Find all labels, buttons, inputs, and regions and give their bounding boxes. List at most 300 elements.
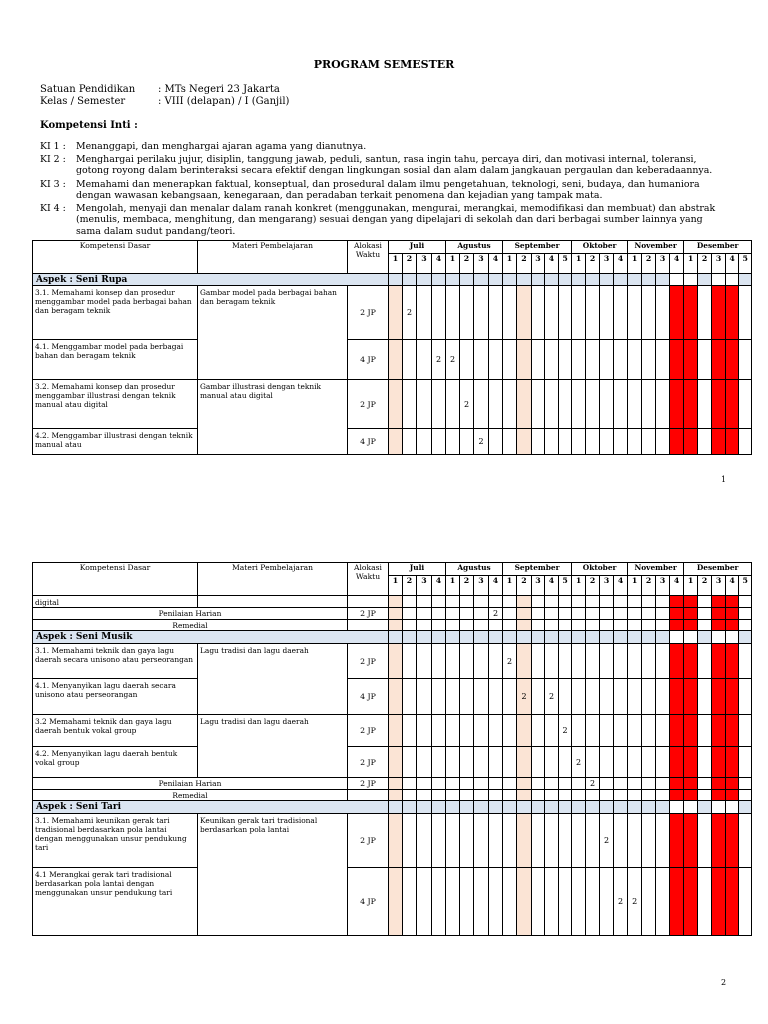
week-cell bbox=[726, 801, 739, 814]
week-cell bbox=[684, 608, 698, 620]
week-cell bbox=[670, 631, 684, 644]
week-cell bbox=[628, 644, 642, 679]
week-cell bbox=[403, 340, 417, 380]
week-cell bbox=[670, 814, 684, 868]
week-cell bbox=[489, 747, 503, 778]
week-cell bbox=[559, 620, 572, 631]
time-allocation: 2 JP bbox=[348, 380, 389, 429]
week-cell bbox=[559, 644, 572, 679]
week-cell bbox=[474, 620, 489, 631]
week-cell bbox=[628, 608, 642, 620]
week-cell bbox=[489, 868, 503, 936]
header-week: 1 bbox=[389, 576, 403, 596]
week-cell bbox=[489, 715, 503, 747]
week-cell bbox=[656, 596, 670, 608]
week-cell bbox=[614, 340, 628, 380]
week-cell bbox=[446, 644, 460, 679]
week-cell bbox=[642, 679, 656, 715]
time-allocation bbox=[348, 620, 389, 631]
week-cell bbox=[572, 286, 586, 340]
competency-text: 4.1 Merangkai gerak tari tradisional berdasarkan pola lantai dengan menggunakan unsur pendukung tari bbox=[33, 868, 198, 936]
week-cell bbox=[572, 715, 586, 747]
week-cell bbox=[600, 596, 614, 608]
time-allocation: 4 JP bbox=[348, 868, 389, 936]
header-week: 1 bbox=[446, 254, 460, 274]
week-cell bbox=[474, 608, 489, 620]
week-cell bbox=[698, 801, 712, 814]
week-cell bbox=[460, 778, 474, 790]
week-cell bbox=[545, 274, 559, 286]
week-cell bbox=[389, 868, 403, 936]
week-cell bbox=[559, 429, 572, 455]
week-cell bbox=[460, 868, 474, 936]
week-cell bbox=[656, 620, 670, 631]
week-cell bbox=[670, 778, 684, 790]
time-allocation: 2 JP bbox=[348, 747, 389, 778]
week-cell bbox=[517, 868, 532, 936]
week-cell: 2 bbox=[614, 868, 628, 936]
week-cell bbox=[489, 429, 503, 455]
week-cell bbox=[532, 596, 545, 608]
week-cell bbox=[432, 868, 446, 936]
header-week: 1 bbox=[572, 576, 586, 596]
week-cell bbox=[739, 608, 752, 620]
week-cell bbox=[670, 596, 684, 608]
week-cell bbox=[460, 608, 474, 620]
week-cell bbox=[684, 868, 698, 936]
week-cell bbox=[503, 620, 517, 631]
week-cell bbox=[628, 747, 642, 778]
week-cell bbox=[698, 644, 712, 679]
week-cell bbox=[628, 596, 642, 608]
week-cell bbox=[532, 778, 545, 790]
ki-number: KI 4 : bbox=[40, 203, 66, 214]
week-cell bbox=[614, 644, 628, 679]
week-cell bbox=[517, 801, 532, 814]
header-week: 1 bbox=[684, 254, 698, 274]
header-week: 4 bbox=[726, 254, 739, 274]
week-cell bbox=[389, 715, 403, 747]
week-cell bbox=[739, 286, 752, 340]
week-cell bbox=[628, 801, 642, 814]
week-cell bbox=[614, 380, 628, 429]
week-cell bbox=[642, 790, 656, 801]
week-cell bbox=[474, 814, 489, 868]
week-cell bbox=[726, 429, 739, 455]
week-cell bbox=[389, 340, 403, 380]
week-cell bbox=[739, 814, 752, 868]
week-cell bbox=[432, 814, 446, 868]
week-cell bbox=[460, 679, 474, 715]
week-cell bbox=[503, 868, 517, 936]
week-cell bbox=[417, 868, 432, 936]
week-cell bbox=[586, 608, 600, 620]
week-cell bbox=[389, 778, 403, 790]
header-week: 1 bbox=[684, 576, 698, 596]
week-cell bbox=[586, 644, 600, 679]
ki-heading: Kompetensi Inti : bbox=[40, 120, 138, 131]
week-cell bbox=[489, 814, 503, 868]
header-materi-pembelajaran: Materi Pembelajaran bbox=[198, 563, 348, 596]
week-cell bbox=[417, 429, 432, 455]
week-cell bbox=[446, 747, 460, 778]
header-week: 1 bbox=[389, 254, 403, 274]
header-week: 3 bbox=[474, 576, 489, 596]
competency-text: 4.1. Menyanyikan lagu daerah secara unisono atau perseorangan bbox=[33, 679, 198, 715]
week-cell bbox=[532, 814, 545, 868]
week-cell bbox=[684, 814, 698, 868]
header-month: Desember bbox=[684, 563, 752, 576]
week-cell bbox=[712, 644, 726, 679]
week-cell bbox=[698, 747, 712, 778]
week-cell bbox=[726, 286, 739, 340]
week-cell bbox=[572, 340, 586, 380]
header-week: 1 bbox=[572, 254, 586, 274]
week-cell bbox=[712, 679, 726, 715]
week-cell bbox=[614, 608, 628, 620]
assessment-row bbox=[33, 778, 752, 790]
week-cell bbox=[417, 747, 432, 778]
week-cell bbox=[432, 596, 446, 608]
header-month: Oktober bbox=[572, 563, 628, 576]
week-cell bbox=[726, 608, 739, 620]
ki-text-line: Menanggapi, dan menghargai ajaran agama yang dianutnya. bbox=[76, 141, 367, 152]
week-cell bbox=[503, 679, 517, 715]
week-cell bbox=[739, 868, 752, 936]
week-cell bbox=[628, 340, 642, 380]
week-cell bbox=[698, 868, 712, 936]
week-cell bbox=[446, 679, 460, 715]
week-cell bbox=[600, 286, 614, 340]
week-cell bbox=[403, 274, 417, 286]
header-week: 4 bbox=[432, 254, 446, 274]
week-cell bbox=[726, 380, 739, 429]
ki-text-line: Mengolah, menyaji dan menalar dalam ranah konkret (menggunakan, mengurai, merangkai, memodifikasi dan membuat) dan abstrak bbox=[76, 203, 716, 214]
week-cell: 2 bbox=[600, 814, 614, 868]
week-cell bbox=[684, 286, 698, 340]
week-cell bbox=[503, 790, 517, 801]
ki-text-line: Menghargai perilaku jujur, disiplin, tanggung jawab, peduli, santun, rasa ingin tahu, percaya diri, dan motivasi internal, toleransi, bbox=[76, 154, 697, 165]
week-cell bbox=[600, 380, 614, 429]
week-cell bbox=[726, 340, 739, 380]
week-cell bbox=[642, 340, 656, 380]
week-cell bbox=[698, 340, 712, 380]
week-cell bbox=[642, 715, 656, 747]
week-cell bbox=[628, 429, 642, 455]
week-cell bbox=[684, 747, 698, 778]
week-cell bbox=[559, 380, 572, 429]
week-cell: 2 bbox=[403, 286, 417, 340]
week-cell bbox=[726, 596, 739, 608]
header-week: 4 bbox=[489, 254, 503, 274]
time-allocation bbox=[348, 790, 389, 801]
week-cell bbox=[389, 679, 403, 715]
week-cell bbox=[474, 790, 489, 801]
header-materi-pembelajaran: Materi Pembelajaran bbox=[198, 241, 348, 274]
week-cell bbox=[656, 644, 670, 679]
week-cell bbox=[403, 644, 417, 679]
learning-material: Keunikan gerak tari tradisional berdasarkan pola lantai bbox=[198, 814, 348, 936]
week-cell bbox=[712, 620, 726, 631]
week-cell bbox=[628, 790, 642, 801]
week-cell bbox=[389, 620, 403, 631]
week-cell bbox=[432, 608, 446, 620]
assessment-label: Penilaian Harian bbox=[33, 778, 348, 790]
week-cell bbox=[684, 679, 698, 715]
week-cell bbox=[670, 608, 684, 620]
competency-text: 4.1. Menggambar model pada berbagai bahan dan beragam teknik bbox=[33, 340, 198, 380]
ki-text-line: dengan wawasan kebangsaan, kenegaraan, dan peradaban terkait penomena dan kejadian yang tampak mata. bbox=[76, 190, 603, 202]
week-cell bbox=[642, 286, 656, 340]
header-week: 4 bbox=[545, 576, 559, 596]
week-cell bbox=[600, 747, 614, 778]
week-cell bbox=[517, 340, 532, 380]
learning-material: Lagu tradisi dan lagu daerah bbox=[198, 715, 348, 778]
competency-row bbox=[33, 747, 752, 778]
header-week: 1 bbox=[628, 576, 642, 596]
week-cell bbox=[656, 340, 670, 380]
week-cell bbox=[712, 814, 726, 868]
week-cell bbox=[670, 801, 684, 814]
week-cell bbox=[403, 790, 417, 801]
week-cell bbox=[417, 715, 432, 747]
week-cell bbox=[739, 715, 752, 747]
week-cell bbox=[417, 790, 432, 801]
week-cell bbox=[642, 747, 656, 778]
week-cell bbox=[403, 380, 417, 429]
week-cell bbox=[403, 814, 417, 868]
header-week: 4 bbox=[670, 576, 684, 596]
week-cell bbox=[403, 778, 417, 790]
week-cell: 2 bbox=[586, 778, 600, 790]
week-cell bbox=[656, 715, 670, 747]
header-week: 3 bbox=[417, 254, 432, 274]
header-week: 3 bbox=[532, 576, 545, 596]
week-cell bbox=[684, 801, 698, 814]
week-cell bbox=[432, 286, 446, 340]
week-cell bbox=[545, 790, 559, 801]
week-cell bbox=[446, 790, 460, 801]
week-cell bbox=[614, 814, 628, 868]
aspect-row bbox=[33, 631, 752, 644]
week-cell bbox=[417, 778, 432, 790]
week-cell bbox=[712, 429, 726, 455]
week-cell bbox=[712, 596, 726, 608]
week-cell bbox=[726, 620, 739, 631]
week-cell bbox=[600, 608, 614, 620]
week-cell bbox=[489, 620, 503, 631]
week-cell bbox=[698, 274, 712, 286]
week-cell bbox=[545, 620, 559, 631]
header-week: 3 bbox=[712, 576, 726, 596]
week-cell bbox=[503, 274, 517, 286]
week-cell bbox=[614, 679, 628, 715]
week-cell bbox=[559, 790, 572, 801]
week-cell bbox=[712, 340, 726, 380]
week-cell: 2 bbox=[474, 429, 489, 455]
header-month: Juli bbox=[389, 241, 446, 254]
header-week: 1 bbox=[628, 254, 642, 274]
week-cell bbox=[417, 620, 432, 631]
week-cell bbox=[474, 286, 489, 340]
week-cell bbox=[572, 274, 586, 286]
header-week: 4 bbox=[432, 576, 446, 596]
week-cell bbox=[417, 274, 432, 286]
week-cell bbox=[739, 340, 752, 380]
week-cell bbox=[586, 596, 600, 608]
assessment-row bbox=[33, 620, 752, 631]
learning-material bbox=[198, 596, 348, 608]
week-cell bbox=[726, 868, 739, 936]
week-cell bbox=[432, 801, 446, 814]
ki-text-line: sama dalam sudut pandang/teori. bbox=[76, 225, 236, 237]
week-cell bbox=[474, 868, 489, 936]
week-cell bbox=[432, 631, 446, 644]
week-cell bbox=[517, 631, 532, 644]
header-month: September bbox=[503, 241, 572, 254]
week-cell bbox=[698, 715, 712, 747]
week-cell bbox=[389, 596, 403, 608]
week-cell bbox=[545, 380, 559, 429]
ki-text-line: Memahami dan menerapkan faktual, konseptual, dan prosedural dalam ilmu pengetahuan, teknologi, seni, budaya, dan humaniora bbox=[76, 179, 700, 190]
week-cell bbox=[417, 801, 432, 814]
week-cell bbox=[600, 778, 614, 790]
week-cell bbox=[474, 340, 489, 380]
week-cell bbox=[628, 286, 642, 340]
week-cell bbox=[474, 715, 489, 747]
header-kompetensi-dasar: Kompetensi Dasar bbox=[33, 241, 198, 274]
header-week: 1 bbox=[503, 576, 517, 596]
week-cell bbox=[628, 814, 642, 868]
week-cell bbox=[656, 801, 670, 814]
week-cell bbox=[698, 429, 712, 455]
week-cell bbox=[614, 631, 628, 644]
competency-text: 4.2. Menyanyikan lagu daerah bentuk vokal group bbox=[33, 747, 198, 778]
week-cell bbox=[600, 679, 614, 715]
week-cell bbox=[642, 801, 656, 814]
header-week: 4 bbox=[670, 254, 684, 274]
week-cell bbox=[600, 274, 614, 286]
competency-text: digital bbox=[33, 596, 198, 608]
week-cell bbox=[417, 340, 432, 380]
week-cell bbox=[532, 747, 545, 778]
week-cell bbox=[656, 274, 670, 286]
week-cell bbox=[586, 380, 600, 429]
week-cell bbox=[489, 644, 503, 679]
week-cell bbox=[628, 274, 642, 286]
week-cell bbox=[432, 778, 446, 790]
week-cell: 2 bbox=[460, 380, 474, 429]
week-cell bbox=[489, 790, 503, 801]
ki-text bbox=[76, 154, 768, 177]
week-cell bbox=[545, 608, 559, 620]
week-cell bbox=[698, 631, 712, 644]
competency-row bbox=[33, 596, 752, 608]
week-cell bbox=[586, 801, 600, 814]
week-cell bbox=[417, 644, 432, 679]
week-cell bbox=[503, 801, 517, 814]
week-cell bbox=[403, 631, 417, 644]
week-cell bbox=[670, 429, 684, 455]
learning-material: Lagu tradisi dan lagu daerah bbox=[198, 644, 348, 715]
week-cell bbox=[532, 286, 545, 340]
week-cell bbox=[670, 715, 684, 747]
week-cell bbox=[503, 715, 517, 747]
header-week: 3 bbox=[712, 254, 726, 274]
week-cell bbox=[600, 868, 614, 936]
week-cell bbox=[389, 286, 403, 340]
week-cell bbox=[628, 778, 642, 790]
aspect-label: Aspek : Seni Rupa bbox=[33, 274, 389, 286]
week-cell bbox=[532, 631, 545, 644]
week-cell bbox=[726, 790, 739, 801]
week-cell bbox=[489, 274, 503, 286]
week-cell bbox=[517, 790, 532, 801]
header-month: Desember bbox=[684, 241, 752, 254]
week-cell bbox=[503, 814, 517, 868]
week-cell bbox=[684, 644, 698, 679]
week-cell bbox=[642, 631, 656, 644]
week-cell bbox=[712, 790, 726, 801]
week-cell bbox=[460, 274, 474, 286]
week-cell bbox=[684, 429, 698, 455]
week-cell bbox=[614, 286, 628, 340]
header-week: 3 bbox=[656, 576, 670, 596]
week-cell bbox=[656, 868, 670, 936]
week-cell bbox=[586, 814, 600, 868]
week-cell bbox=[489, 286, 503, 340]
week-cell bbox=[532, 380, 545, 429]
week-cell bbox=[545, 429, 559, 455]
week-cell bbox=[712, 747, 726, 778]
week-cell bbox=[559, 679, 572, 715]
week-cell bbox=[446, 596, 460, 608]
week-cell bbox=[642, 608, 656, 620]
week-cell bbox=[446, 274, 460, 286]
week-cell bbox=[417, 286, 432, 340]
assessment-label: Remedial bbox=[33, 790, 348, 801]
week-cell bbox=[532, 429, 545, 455]
header-week: 2 bbox=[586, 254, 600, 274]
week-cell bbox=[517, 747, 532, 778]
aspect-label: Aspek : Seni Musik bbox=[33, 631, 389, 644]
competency-row bbox=[33, 715, 752, 747]
week-cell bbox=[586, 429, 600, 455]
week-cell bbox=[670, 274, 684, 286]
header-month: November bbox=[628, 241, 684, 254]
week-cell bbox=[559, 778, 572, 790]
week-cell bbox=[586, 620, 600, 631]
satuan-value: : MTs Negeri 23 Jakarta bbox=[158, 84, 280, 95]
week-cell bbox=[698, 620, 712, 631]
week-cell bbox=[545, 631, 559, 644]
week-cell bbox=[417, 631, 432, 644]
week-cell bbox=[586, 286, 600, 340]
week-cell bbox=[642, 596, 656, 608]
week-cell bbox=[670, 286, 684, 340]
competency-row bbox=[33, 429, 752, 455]
week-cell bbox=[559, 801, 572, 814]
week-cell bbox=[628, 380, 642, 429]
week-cell bbox=[517, 644, 532, 679]
week-cell bbox=[517, 286, 532, 340]
header-week: 2 bbox=[642, 254, 656, 274]
week-cell bbox=[503, 596, 517, 608]
week-cell bbox=[600, 340, 614, 380]
week-cell bbox=[517, 429, 532, 455]
week-cell bbox=[572, 801, 586, 814]
competency-row bbox=[33, 340, 752, 380]
